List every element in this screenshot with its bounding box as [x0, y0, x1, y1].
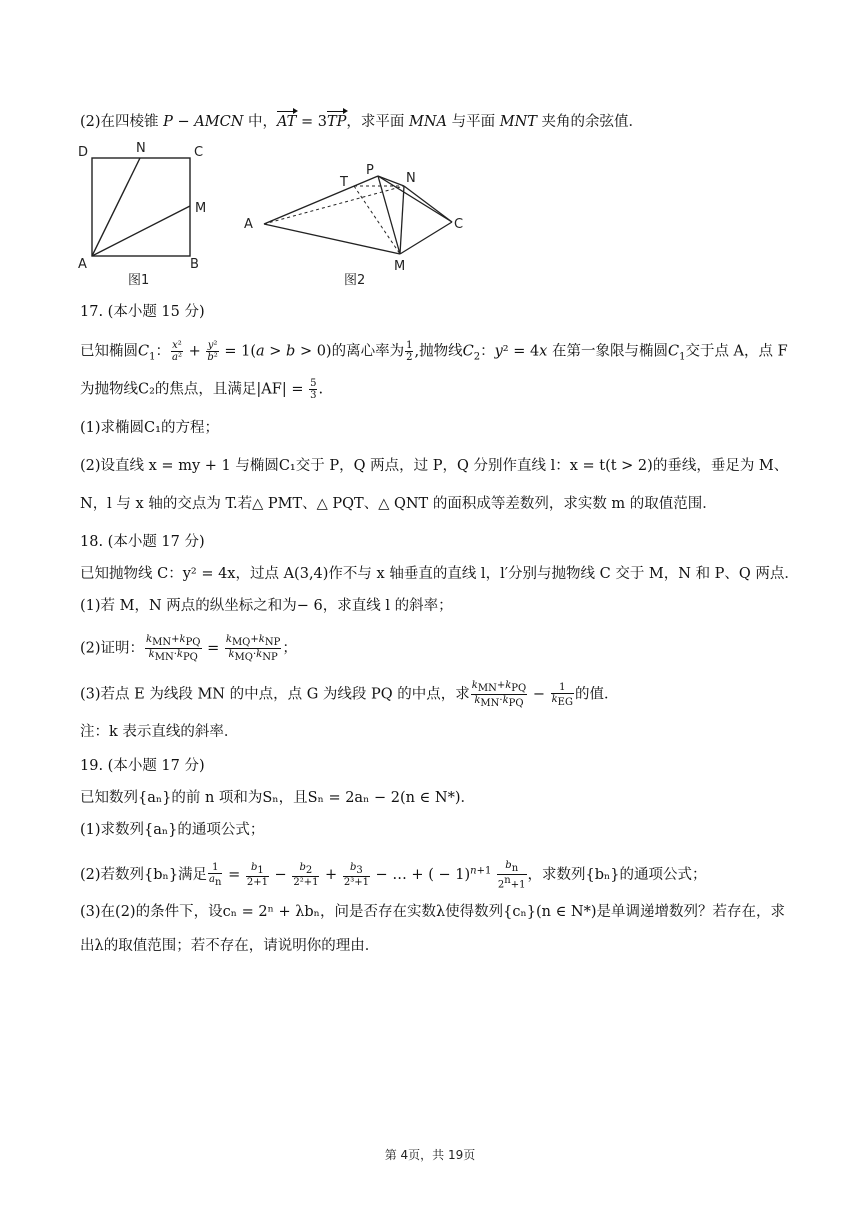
q18-part2: (2)证明： $\frac{k_{MN}+k_{PQ}}{k_{MN}\cdot k_{PQ}}$ = $\frac{k_{MQ}+k_{NP}}{k_{MQ}\cdot k_{NP}}$ ； [80, 634, 297, 663]
fig2-label-t: T [340, 175, 348, 190]
q18-note: 注：k 表示直线的斜率． [80, 724, 239, 740]
q17-line2: 为抛物线C₂的焦点，且满足|AF| = $\frac{5}{3}$ . [80, 378, 324, 401]
fig1-label-b: B [190, 257, 199, 272]
fig1-label-n: N [136, 141, 146, 156]
q17-part1: (1)求椭圆C₁的方程； [80, 420, 219, 436]
q19-heading: 19. (本小题 17 分) [80, 758, 205, 774]
page-footer: 第 4页，共 19页 [384, 1148, 476, 1162]
figure-1 [70, 140, 230, 290]
q19-part2: (2)若数列{bₙ}满足 $\frac{1}{a_n}$ = $\frac{b_1}{2+1}$ − $\frac{b_2}{\text{2²+1}}$ + $\frac{b_3}{\text{2³+1}}$ − … + ( − 1)$^{n+1}$ $\frac{b_n}{2^n+1}$ ，求数列{bₙ}的通项公式； [80, 860, 707, 891]
fig1-label-d: D [78, 145, 89, 160]
q16-part2: (2)在四棱锥 P − AMCN 中，AT = 3TP，求平面 MNA 与平面 MNT 夹角的余弦值． [80, 114, 644, 130]
q17-part2a: (2)设直线 x = my + 1 与椭圆C₁交于 P，Q 两点，过 P，Q 分别作直线 l：x = t(t > 2)的垂线，垂足为 M、 [80, 458, 789, 474]
fig2-caption: 图2 [344, 273, 366, 288]
figure-2 [236, 158, 476, 288]
q19-part3a: (3)在(2)的条件下，设cₙ = 2ⁿ + λbₙ，问是否存在实数λ使得数列{cₙ}(n ∈ N*)是单调递增数列？若存在，求 [80, 904, 786, 920]
q18-part3: (3)若点 E 为线段 MN 的中点，点 G 为线段 PQ 的中点，求 $\frac{k_{MN}+k_{PQ}}{k_{MN}\cdot k_{PQ}}$ − $\frac{1}{k_{EG}}$ 的值． [80, 680, 619, 709]
fig2-label-n: N [406, 171, 416, 186]
fig2-label-c: C [454, 217, 464, 232]
fig2-label-m: M [394, 259, 406, 274]
fig1-label-c: C [194, 145, 204, 160]
fig2-label-p: P [366, 163, 374, 178]
q19-part3b: 出λ的取值范围；若不存在，请说明你的理由． [80, 938, 380, 954]
fig1-label-m: M [195, 201, 207, 216]
fig1-label-a: A [78, 257, 87, 272]
q17-line1: 已知椭圆$C_1$： $\frac{\text{x²}}{\text{a²}}$ + $\frac{\text{y²}}{\text{b²}}$ = 1(a > b > 0)的离心率为 $\frac{1}{2}$ ,抛物线$C_2$：y² = 4x 在第一象限与椭圆$C_1$交于点 A，点 F [80, 340, 788, 363]
q19-part1: (1)求数列{aₙ}的通项公式； [80, 822, 265, 838]
q17-heading: 17. (本小题 15 分) [80, 304, 205, 320]
fig2-label-a: A [244, 217, 253, 232]
q17-part2b: N，l 与 x 轴的交点为 T.若△ PMT、△ PQT、△ QNT 的面积成等差数列，求实数 m 的取值范围． [80, 496, 717, 512]
q19-line1: 已知数列{aₙ}的前 n 项和为Sₙ，且Sₙ = 2aₙ − 2(n ∈ N*)． [80, 790, 475, 806]
fig1-caption: 图1 [128, 273, 150, 288]
q18-heading: 18. (本小题 17 分) [80, 534, 205, 550]
q18-line1: 已知抛物线 C：y² = 4x，过点 A(3,4)作不与 x 轴垂直的直线 l，l′分别与抛物线 C 交于 M，N 和 P、Q 两点． [80, 566, 799, 582]
q18-part1: (1)若 M，N 两点的纵坐标之和为− 6，求直线 l 的斜率； [80, 598, 453, 614]
